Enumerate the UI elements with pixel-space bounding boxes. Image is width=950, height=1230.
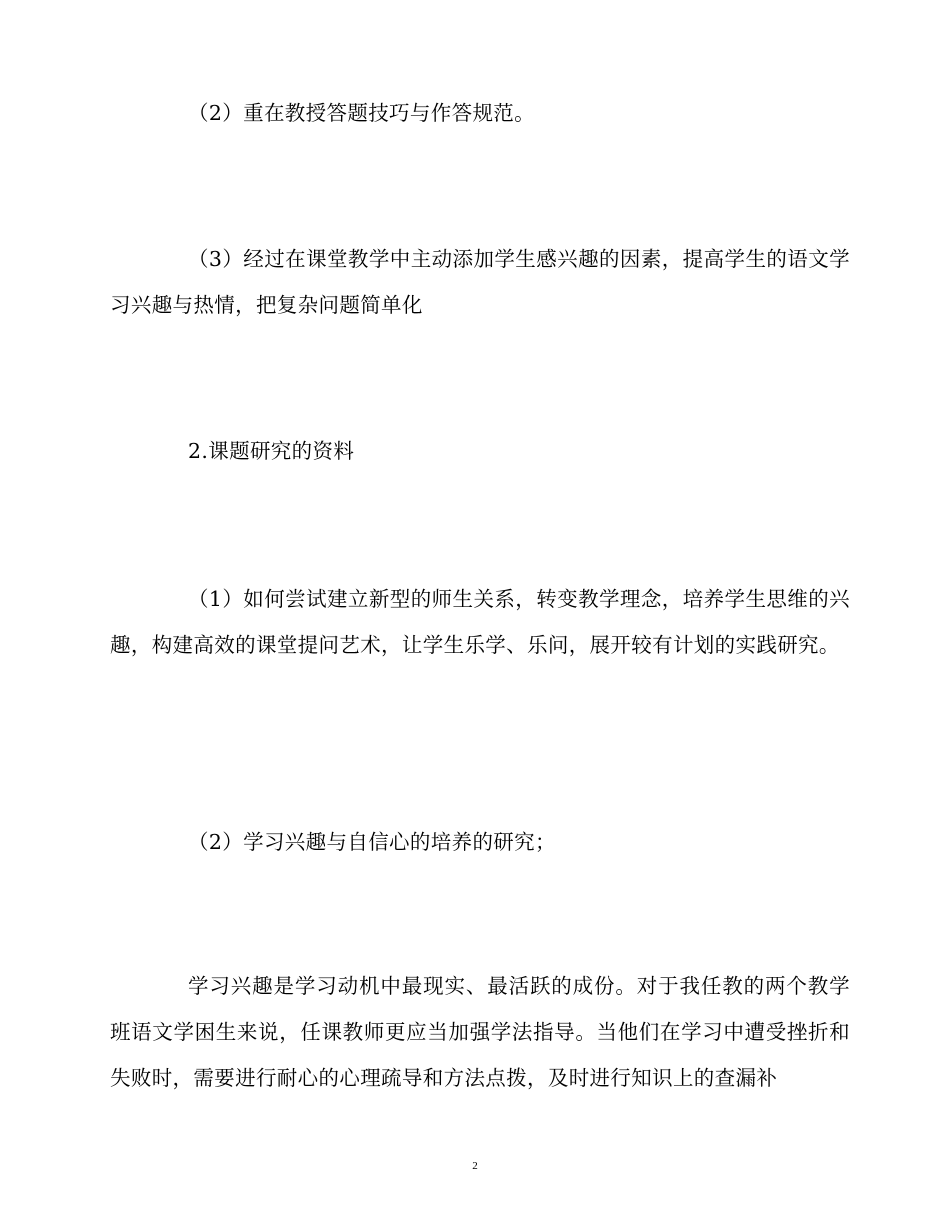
paragraph-teacher-student-relation: （1）如何尝试建立新型的师生关系，转变教学理念，培养学生思维的兴趣，构建高效的课堂提问艺术，让学生乐学、乐问，展开较有计划的实践研究。 [110,587,850,657]
paragraph-answer-skills: （2）重在教授答题技巧与作答规范。 [188,101,535,125]
paragraph-learning-interest: 学习兴趣是学习动机中最现实、最活跃的成份。对于我任教的两个教学班语文学困生来说，任课教师更应当加强学法指导。当他们在学习中遭受挫折和失败时，需要进行耐心的心理疏导和方法点拨，及时进行知识上的查漏补 [110,974,850,1090]
section-heading-research-content: 2.课题研究的资料 [188,439,355,463]
page-number: 2 [472,1160,478,1172]
paragraph-confidence-research: （2）学习兴趣与自信心的培养的研究； [188,830,556,854]
paragraph-interest-factors: （3）经过在课堂教学中主动添加学生感兴趣的因素，提高学生的语文学习兴趣与热情，把复杂问题简单化 [110,247,850,317]
